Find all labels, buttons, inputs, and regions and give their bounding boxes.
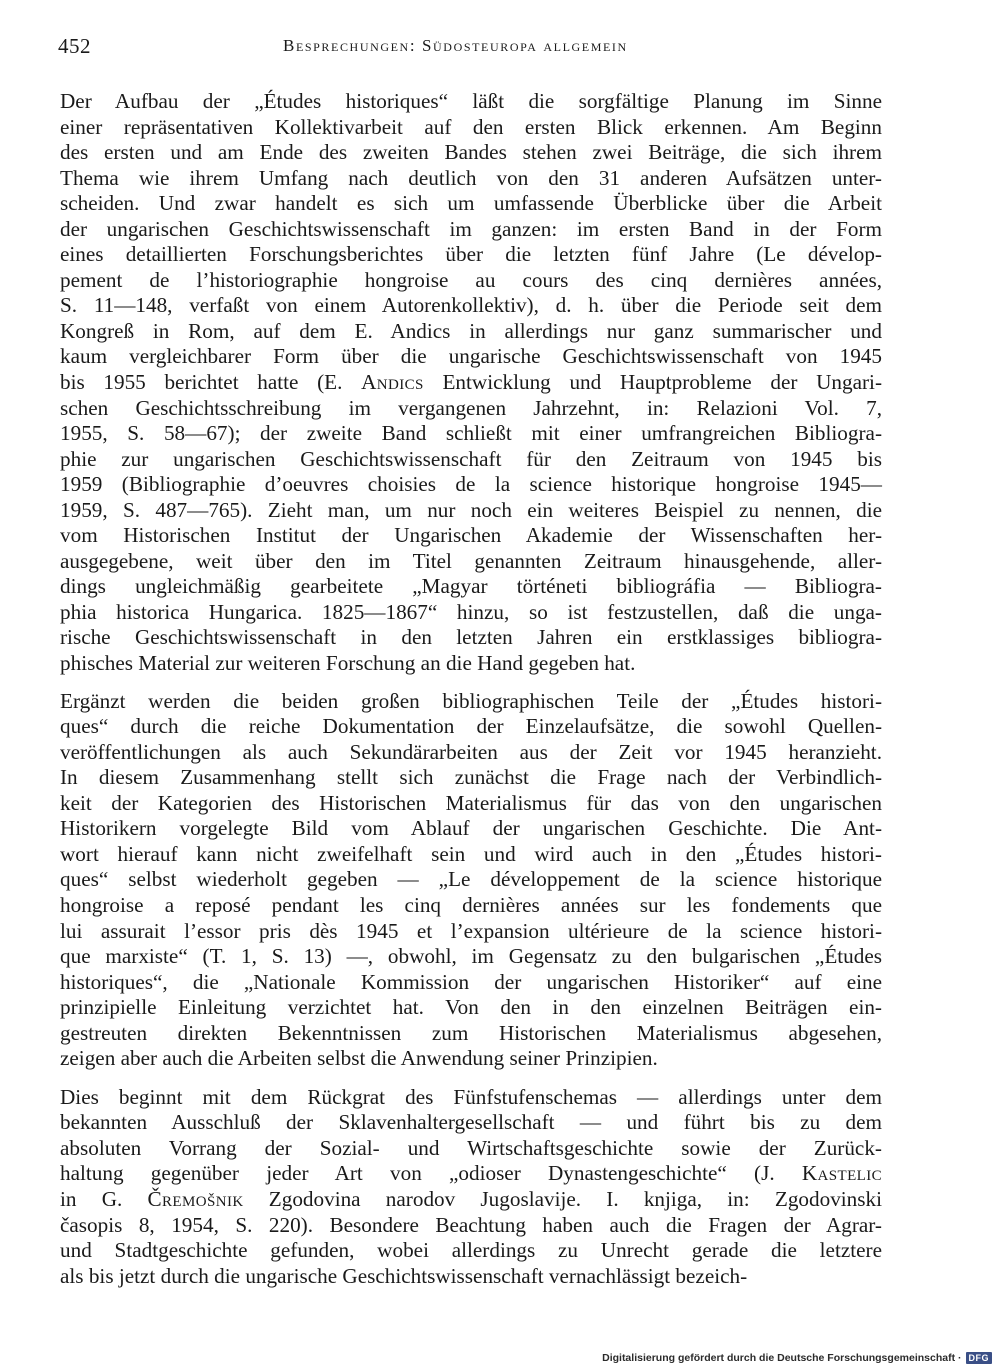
text-line: veröffentlichungen als auch Sekundärarbeiten aus der Zeit vor 1945 heranzieht. <box>60 739 882 764</box>
text-line: vom Historischen Institut der Ungarischen Akademie der Wissenschaften her- <box>60 523 882 548</box>
text-line: bekannten Ausschluß der Sklavenhaltergesellschaft — und führt bis zu dem <box>60 1110 882 1135</box>
footer-credit <box>602 1352 992 1364</box>
text-line: keit der Kategorien des Historischen Materialismus für das von den ungarischen <box>60 790 882 815</box>
text-line: časopis 8, 1954, S. 220). Besondere Beachtung haben auch die Fragen der Agrar- <box>60 1212 882 1237</box>
text-line: rische Geschichtswissenschaft in den letzten Jahren ein erstklassiges bibliogra- <box>60 625 882 650</box>
author-name: Kastelic <box>801 1161 882 1186</box>
text-line: absoluten Vorrang der Sozial- und Wirtschaftsgeschichte sowie der Zurück- <box>60 1135 882 1160</box>
text-line: 1959, S. 487—765). Zieht man, um nur noch ein weiteres Beispiel zu nennen, die <box>60 497 882 522</box>
text-line: pement de l’historiographie hongroise au cours des cinq dernières années, <box>60 267 882 292</box>
text-line: scheiden. Und zwar handelt es sich um umfassende Überblicke über die Arbeit <box>60 191 882 216</box>
text-line: zeigen aber auch die Arbeiten selbst die Anwendung seiner Prinzipien. <box>60 1046 658 1071</box>
footer-credit-text: Digitalisierung gefördert durch die Deutsche Forschungsgemeinschaft · <box>602 1352 962 1364</box>
text-line: einer repräsentativen Kollektivarbeit auf den ersten Blick erkennen. Am Beginn <box>60 114 882 139</box>
text-line: phia historica Hungarica. 1825—1867“ hinzu, so ist festzustellen, daß die unga- <box>60 599 882 624</box>
text-line: Thema wie ihrem Umfang nach deutlich von den 31 anderen Aufsätzen unter- <box>60 165 882 190</box>
text-line: phisches Material zur weiteren Forschung an die Hand gegeben hat. <box>60 651 636 676</box>
text-line: wort hierauf kann nicht zweifelhaft sein und wird auch in den „Études histori- <box>60 841 882 866</box>
text-line: dings ungleichmäßig gearbeitete „Magyar történeti bibliográfia — Bibliogra- <box>60 574 882 599</box>
text-line: Der Aufbau der „Études historiques“ läßt die sorgfältige Planung im Sinne <box>60 89 882 113</box>
text-line: 1959 (Bibliographie d’oeuvres choisies de la science historique hongroise 1945— <box>60 472 882 497</box>
text-line: Ergänzt werden die beiden großen bibliographischen Teile der „Études histori- <box>60 688 882 713</box>
text-line: phie zur ungarischen Geschichtswissenschaft für den Zeitraum von 1945 bis <box>60 446 882 471</box>
paragraph-1 <box>60 89 882 677</box>
text-line: ausgegebene, weit über den im Titel genannten Zeitraum hinausgehende, aller- <box>60 548 882 573</box>
text-line: kaum vergleichbarer Form über die ungarische Geschichtswissenschaft von 1945 <box>60 344 882 369</box>
text-line: lui assurait l’essor pris dès 1945 et l’expansion ultérieure de la science histori- <box>60 918 882 943</box>
text-line: S. 11—148, verfaßt von einem Autorenkollektiv), d. h. über die Periode seit dem <box>60 293 882 318</box>
text-line: ques“ selbst wiederholt gegeben — „Le développement de la science historique <box>60 867 882 892</box>
text-line: haltung gegenüber jeder Art von „odioser Dynastengeschichte“ (J. Kastelic <box>60 1161 882 1186</box>
body-text <box>60 89 882 1289</box>
author-name: Čremošnik <box>147 1186 244 1211</box>
text-line: que marxiste“ (T. 1, S. 13) —, obwohl, im Gegensatz zu den bulgarischen „Études <box>60 944 882 969</box>
page-number: 452 <box>58 34 91 58</box>
paragraph-2 <box>60 689 882 1072</box>
text-line: in G. Čremošnik Zgodovina narodov Jugoslavije. I. knjiga, in: Zgodovinski <box>60 1186 882 1211</box>
text-line: bis 1955 berichtet hatte (E. Andics Entwicklung und Hauptprobleme der Ungari- <box>60 370 883 395</box>
text-line: schen Geschichtsschreibung im vergangenen Jahrzehnt, in: Relazioni Vol. 7, <box>60 395 882 420</box>
text-line: gestreuten direkten Bekenntnissen zum Historischen Materialismus abgesehen, <box>60 1020 882 1045</box>
text-line: Dies beginnt mit dem Rückgrat des Fünfstufenschemas — allerdings unter dem <box>60 1084 882 1109</box>
text-line: und Stadtgeschichte gefunden, wobei allerdings zu Unrecht gerade die letztere <box>60 1238 882 1263</box>
text-line: In diesem Zusammenhang stellt sich zunächst die Frage nach der Verbindlich- <box>60 765 882 790</box>
text-line: hongroise a reposé pendant les cinq dernières années sur les fondements que <box>60 892 882 917</box>
author-name: Andics <box>361 370 424 395</box>
text-line: historiques“, die „Nationale Kommission der ungarischen Historiker“ auf eine <box>60 969 882 994</box>
text-line: der ungarischen Geschichtswissenschaft im ganzen: im ersten Band in der Form <box>60 216 882 241</box>
text-line: als bis jetzt durch die ungarische Geschichtswissenschaft vernachlässigt bezeich- <box>60 1263 748 1288</box>
paragraph-3 <box>60 1085 882 1289</box>
text-line: eines detaillierten Forschungsberichtes über die letzten fünf Jahre (Le dévelop- <box>60 242 882 267</box>
text-line: Kongreß in Rom, auf dem E. Andics in allerdings nur ganz summarischer und <box>60 318 882 343</box>
text-line: ques“ durch die reiche Dokumentation der Einzelaufsätze, die sowohl Quellen- <box>60 714 882 739</box>
running-head: Besprechungen: Südosteuropa allgemein <box>283 36 628 55</box>
text-line: 1955, S. 58—67); der zweite Band schließt mit einer umfrangreichen Bibliogra- <box>60 421 882 446</box>
text-line: des ersten und am Ende des zweiten Bandes stehen zwei Beiträge, die sich ihrem <box>60 140 882 165</box>
text-line: Historikern vorgelegte Bild vom Ablauf der ungarischen Geschichte. Die Ant- <box>60 816 882 841</box>
text-line: prinzipielle Einleitung verzichtet hat. Von den in den einzelnen Beiträgen ein- <box>60 995 882 1020</box>
dfg-logo: DFG <box>966 1352 993 1364</box>
